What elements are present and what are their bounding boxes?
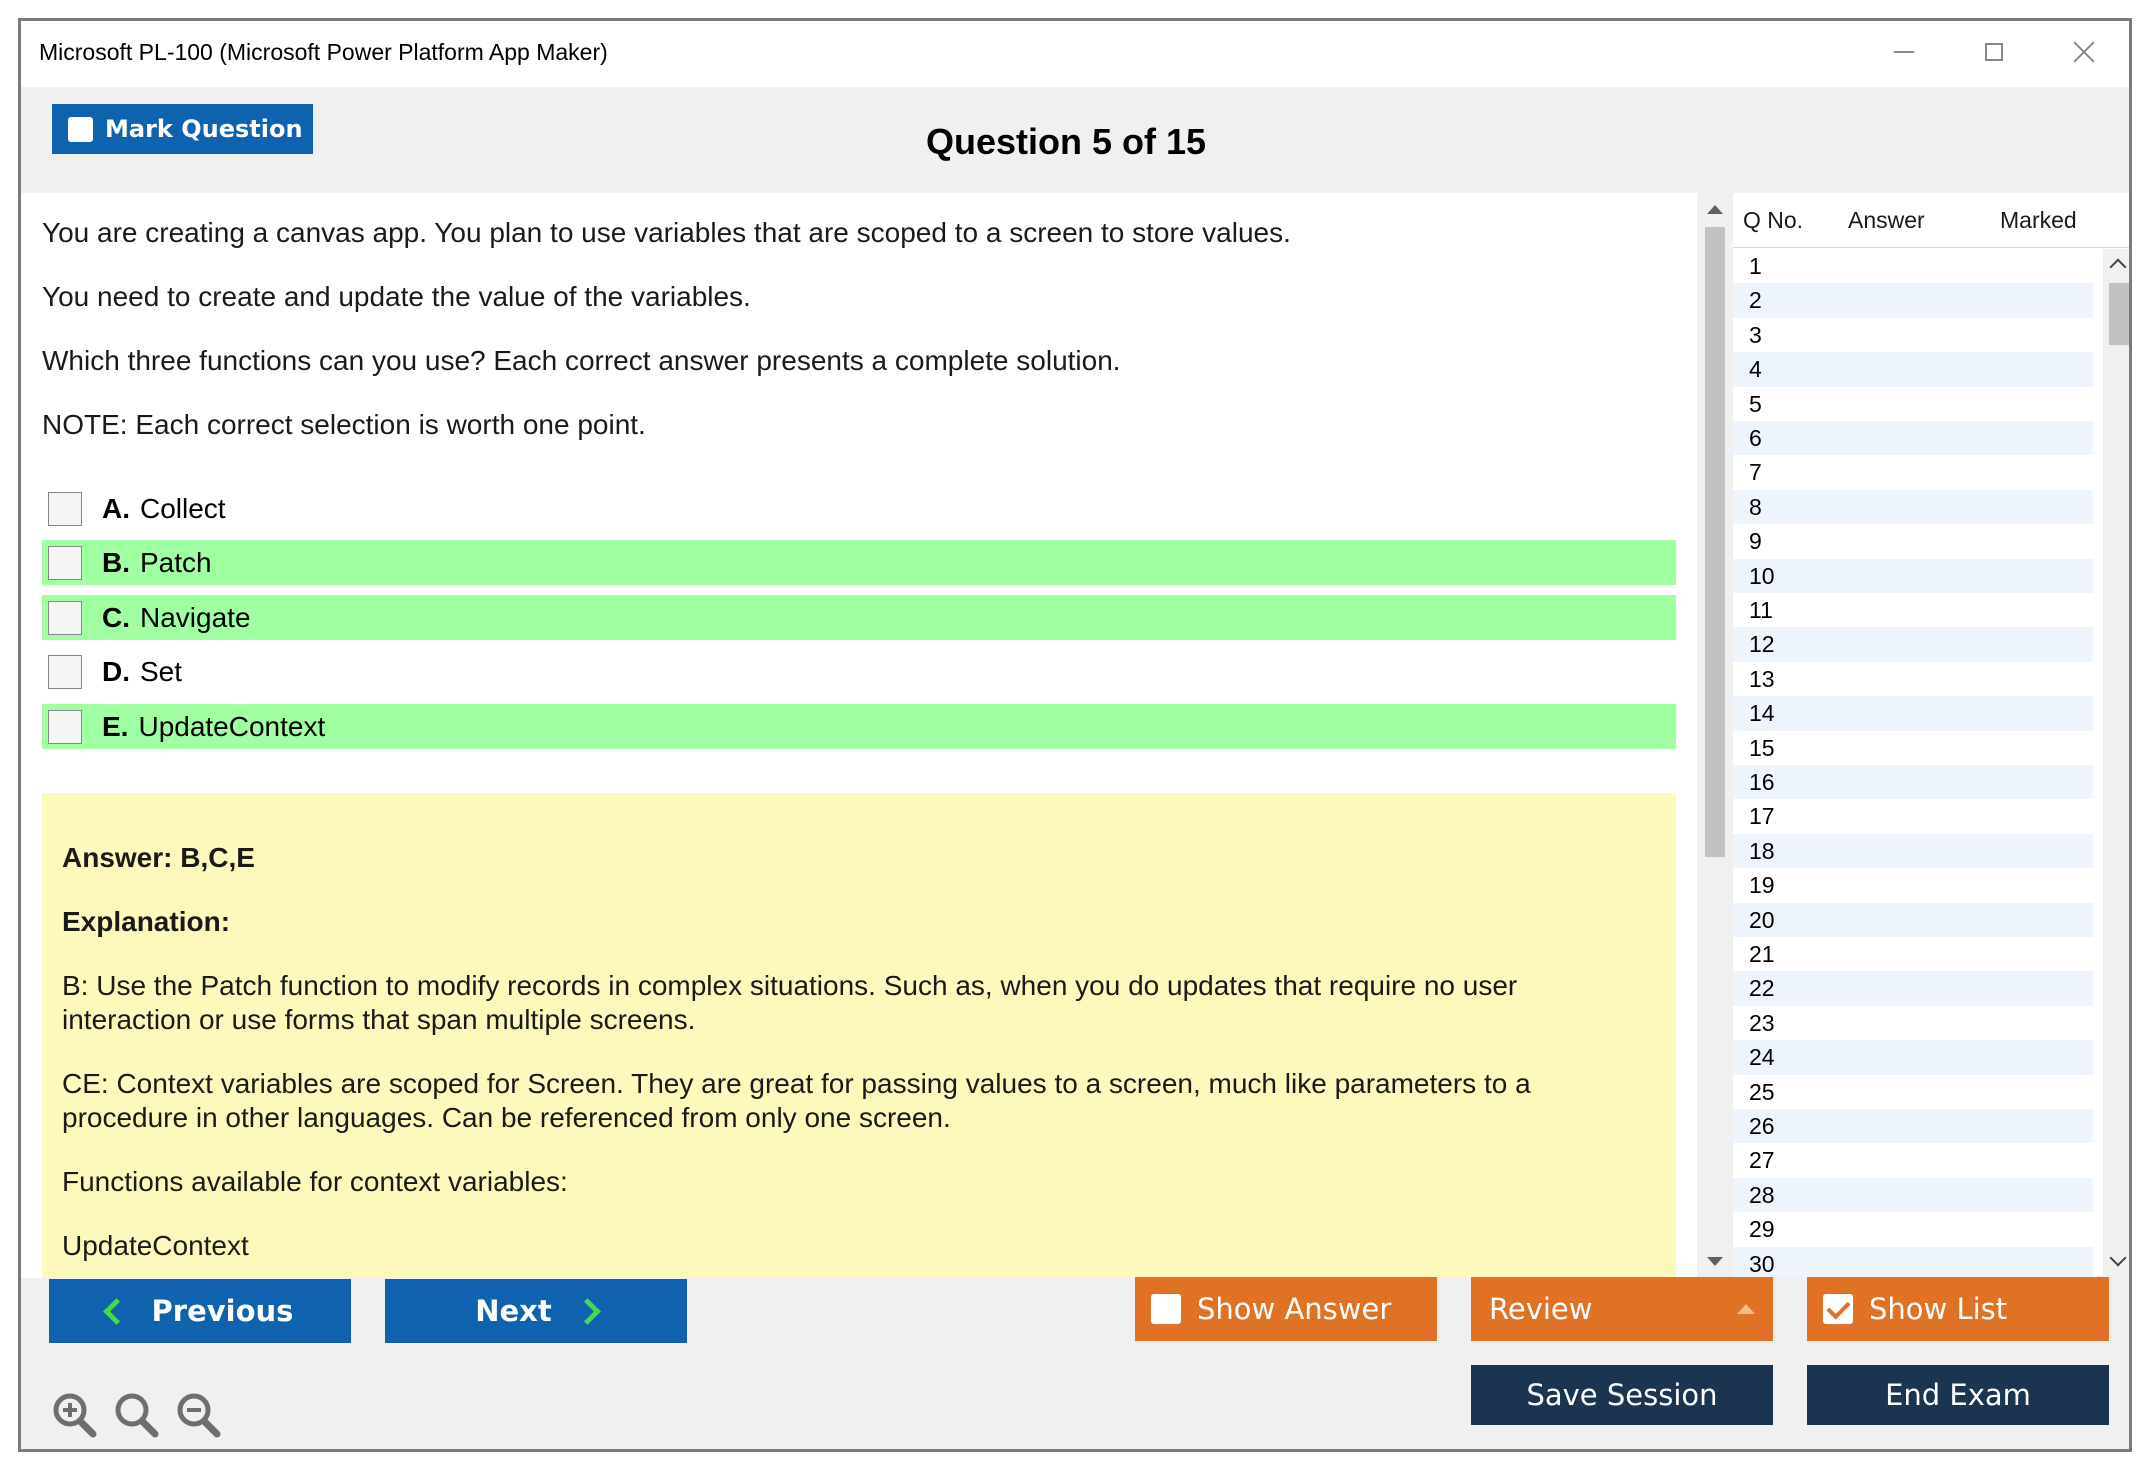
explanation-label: Explanation: (62, 906, 231, 937)
question-counter: Question 5 of 15 (925, 121, 1207, 162)
question-text: Which three functions can you use? Each correct answer presents a complete solution. (42, 345, 1121, 376)
minimize-icon (1894, 51, 1914, 53)
question-list-row[interactable]: 7 (1749, 459, 1762, 486)
question-list (1733, 193, 2132, 1278)
question-list-row[interactable]: 29 (1749, 1216, 1775, 1243)
question-text: You are creating a canvas app. You plan to use variables that are scoped to a screen to store values. (42, 217, 1291, 248)
previous-button[interactable] (49, 1279, 351, 1343)
question-list-row[interactable]: 17 (1749, 803, 1775, 830)
question-list-row[interactable]: 21 (1749, 941, 1775, 967)
close-icon (2072, 40, 2096, 64)
explanation-text: UpdateContext (62, 1230, 249, 1261)
question-list-header (1733, 193, 2132, 248)
question-list-row[interactable]: 25 (1749, 1078, 1775, 1105)
chevron-left-icon (103, 1298, 130, 1325)
option-letter: C. (102, 601, 130, 633)
option-text: Collect (140, 492, 226, 524)
question-scrollbar[interactable] (1697, 193, 1733, 1278)
option-checkbox[interactable] (48, 546, 82, 580)
question-list-scrollbar[interactable] (2103, 249, 2132, 1278)
chevron-down-icon[interactable] (2110, 1250, 2127, 1267)
question-list-row[interactable]: 20 (1733, 903, 2093, 937)
end-exam-label: End Exam (1885, 1378, 2031, 1412)
show-list-label: Show List (1869, 1292, 2008, 1326)
zoom-in-icon[interactable] (51, 1391, 97, 1439)
review-dropdown[interactable] (1471, 1277, 1773, 1341)
option-letter: A. (102, 492, 130, 524)
explanation-text: B: Use the Patch function to modify records in complex situations. Such as, when you do updates that require no user interaction or use forms that span multiple screens. (62, 970, 1518, 1035)
chevron-up-icon[interactable] (2110, 259, 2127, 276)
end-exam-button[interactable] (1807, 1365, 2109, 1425)
option-checkbox[interactable] (48, 710, 82, 744)
question-header (21, 87, 2129, 193)
next-button[interactable] (385, 1279, 687, 1343)
column-answer[interactable]: Answer (1848, 207, 1925, 233)
scroll-thumb[interactable] (2109, 283, 2129, 345)
answer-line: Answer: B,C,E (62, 842, 255, 873)
option-checkbox[interactable] (48, 492, 82, 526)
option-a[interactable] (42, 486, 1676, 531)
next-label: Next (475, 1294, 552, 1328)
question-list-row[interactable]: 23 (1749, 1009, 1775, 1036)
question-list-row[interactable]: 24 (1733, 1040, 2093, 1074)
show-answer-label: Show Answer (1197, 1292, 1392, 1326)
question-list-row[interactable]: 3 (1749, 321, 1762, 348)
question-list-row[interactable]: 22 (1733, 971, 2093, 1005)
mark-question-label: Mark Question (105, 115, 303, 143)
scroll-down-icon[interactable] (1707, 1257, 1723, 1266)
question-list-row[interactable]: 27 (1749, 1147, 1775, 1174)
explanation-text: Functions available for context variables: (62, 1166, 568, 1197)
question-list-row[interactable]: 1 (1749, 253, 1762, 279)
minimize-button[interactable] (1869, 29, 1939, 75)
question-list-row[interactable]: 14 (1733, 696, 2093, 730)
option-d[interactable] (42, 649, 1676, 694)
question-list-row[interactable]: 4 (1733, 352, 2093, 386)
question-list-row[interactable]: 13 (1749, 665, 1775, 692)
zoom-out-icon[interactable] (175, 1391, 221, 1439)
question-list-row[interactable]: 9 (1749, 528, 1762, 555)
option-letter: B. (102, 546, 130, 578)
option-b[interactable] (42, 540, 1676, 585)
question-list-row[interactable]: 12 (1733, 627, 2093, 661)
question-text: You need to create and update the value of the variables. (42, 281, 751, 312)
save-session-button[interactable] (1471, 1365, 1773, 1425)
question-list-row[interactable]: 10 (1733, 559, 2093, 593)
show-answer-button[interactable] (1135, 1277, 1437, 1341)
zoom-reset-icon[interactable] (113, 1391, 159, 1439)
question-list-row[interactable]: 18 (1733, 834, 2093, 868)
option-text: Navigate (140, 601, 251, 633)
checkbox-icon (1151, 1294, 1181, 1324)
option-c[interactable] (42, 595, 1676, 640)
question-note: NOTE: Each correct selection is worth one point. (42, 409, 646, 440)
question-list-row[interactable]: 28 (1733, 1178, 2093, 1212)
answer-explanation-box (42, 793, 1676, 1278)
app-window (18, 18, 2132, 1452)
column-marked[interactable]: Marked (2000, 207, 2077, 233)
question-panel (21, 193, 1697, 1278)
maximize-button[interactable] (1959, 29, 2029, 75)
column-q-no[interactable]: Q No. (1743, 207, 1804, 233)
question-list-row[interactable]: 15 (1749, 734, 1775, 761)
question-list-row[interactable]: 5 (1749, 390, 1762, 417)
scroll-thumb[interactable] (1705, 227, 1725, 857)
close-button[interactable] (2049, 29, 2119, 75)
question-list-row[interactable]: 11 (1749, 597, 1773, 623)
scroll-up-icon[interactable] (1707, 205, 1723, 214)
window-title: Microsoft PL-100 (Microsoft Power Platform App Maker) (39, 39, 608, 65)
show-list-button[interactable] (1807, 1277, 2109, 1341)
question-list-row[interactable]: 30 (1733, 1247, 2093, 1278)
question-list-row[interactable]: 6 (1733, 421, 2093, 455)
option-checkbox[interactable] (48, 655, 82, 689)
checkbox-checked-icon (1823, 1294, 1853, 1324)
option-e[interactable] (42, 704, 1676, 749)
question-list-row[interactable]: 26 (1733, 1109, 2093, 1143)
title-bar (21, 21, 2129, 87)
explanation-text: CE: Context variables are scoped for Screen. They are great for passing values to a screen, much like parameters to a procedure in other languages. Can be referenced from only one screen. (62, 1068, 1531, 1133)
question-list-row[interactable]: 8 (1733, 490, 2093, 524)
question-list-row[interactable]: 16 (1733, 765, 2093, 799)
chevron-right-icon (574, 1298, 601, 1325)
option-checkbox[interactable] (48, 601, 82, 635)
question-list-row[interactable]: 2 (1733, 283, 2093, 317)
option-text: UpdateContext (138, 710, 326, 742)
option-text: Patch (140, 546, 212, 578)
maximize-icon (1985, 43, 2003, 61)
caret-up-icon (1737, 1304, 1755, 1314)
previous-label: Previous (151, 1294, 294, 1328)
option-letter: D. (102, 655, 130, 687)
option-letter: E. (102, 710, 129, 742)
question-list-row[interactable]: 19 (1749, 872, 1775, 899)
save-session-label: Save Session (1526, 1378, 1718, 1412)
option-text: Set (140, 655, 183, 687)
review-label: Review (1489, 1292, 1593, 1326)
